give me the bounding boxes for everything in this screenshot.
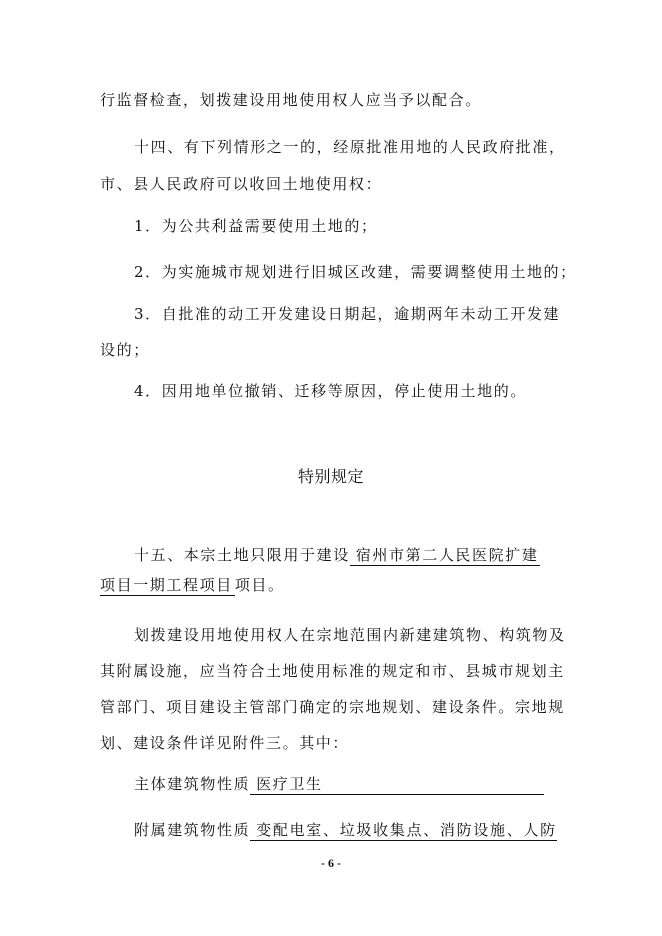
article-15-line-2 [100,575,285,596]
page-number: - 6 - [321,856,341,870]
paragraph-2-line-2: 其附属设施，应当符合土地使用标准的规定和市、县城市规划主 [100,662,565,680]
list-item-2: 2．为实施城市规划进行旧城区改建，需要调整使用土地的； [134,263,577,281]
paragraph-2-line-1: 划拨建设用地使用权人在宗地范围内新建建筑物、构筑物及 [134,626,566,644]
list-item-3-line-2: 设的； [100,341,150,359]
auxiliary-building-nature-label: 附属建筑物性质 [134,821,251,839]
auxiliary-building-nature-value: 变配电室、垃圾收集点、消防设施、人防 [250,820,557,841]
paragraph-continuation: 行监督检查，划拨建设用地使用权人应当予以配合。 [100,91,482,109]
main-building-nature-value: 医疗卫生 [250,774,544,795]
article-15-prefix: 十五、本宗土地只限用于建设 [134,546,350,564]
auxiliary-building-nature-row [134,820,557,841]
project-name-fill-2: 项目一期工程项目 [100,576,233,594]
list-item-4: 4．因用地单位撤销、迁移等原因，停止使用土地的。 [134,382,527,400]
list-item-3-line-1: 3．自批准的动工开发建设日期起，逾期两年未动工开发建 [134,305,561,323]
project-name-fill-1: 宿州市第二人民医院扩建 [350,545,540,566]
article-14-line-1: 十四、有下列情形之一的，经原批准用地的人民政府批准， [134,138,566,156]
main-building-nature-row [134,774,544,795]
paragraph-2-line-4: 划、建设条件详见附件三。其中： [100,734,350,752]
main-building-nature-label: 主体建筑物性质 [134,775,251,793]
article-14-line-2: 市、县人民政府可以收回土地使用权： [100,175,383,193]
list-item-1: 1．为公共利益需要使用土地的； [134,217,378,235]
article-15-suffix: 项目。 [234,576,285,594]
section-heading: 特别规定 [297,467,364,486]
article-15-line-1 [134,545,540,566]
paragraph-2-line-3: 管部门、项目建设主管部门确定的宗地规划、建设条件。宗地规 [100,698,565,716]
